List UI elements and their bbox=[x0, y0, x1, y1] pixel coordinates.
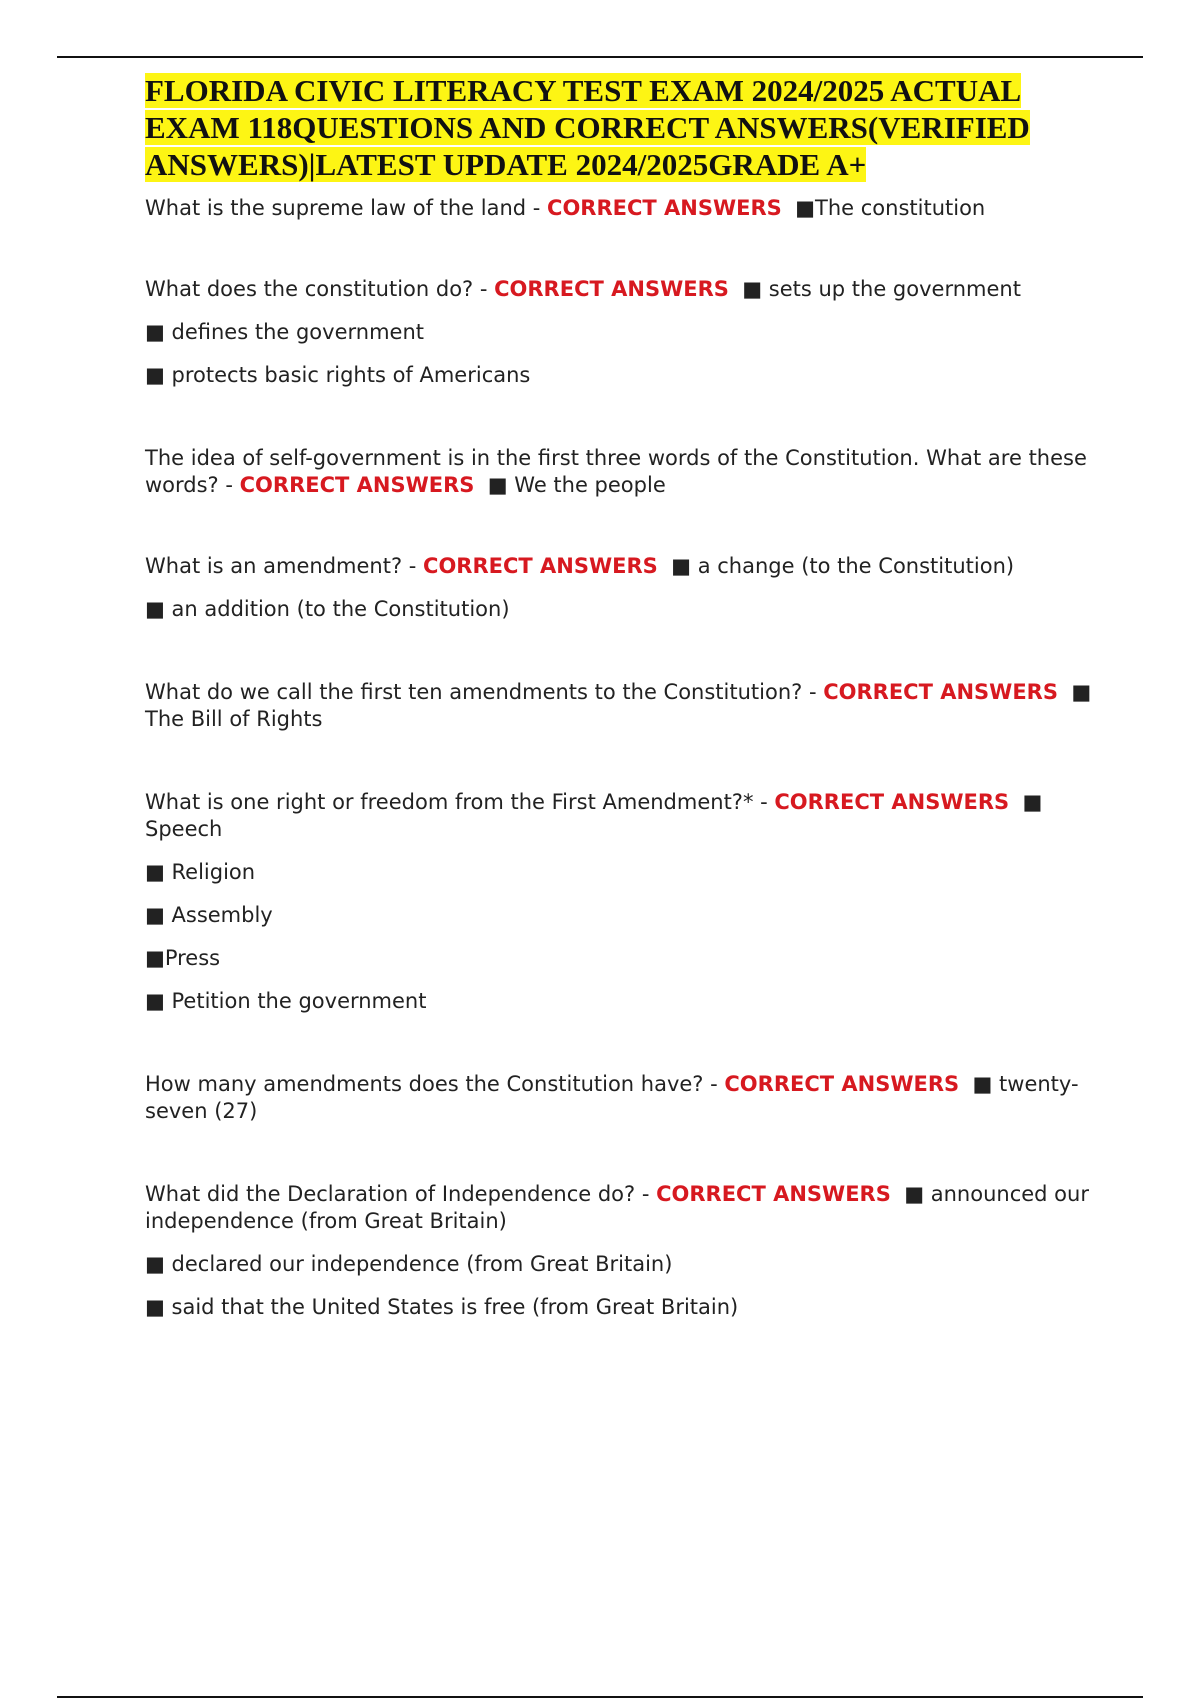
qa-line bbox=[145, 445, 1095, 499]
qa-item bbox=[145, 276, 1095, 389]
answer-text: ■ a change (to the Constitution) bbox=[671, 554, 1015, 578]
correct-answers-label: CORRECT ANSWERS bbox=[239, 473, 475, 497]
answer-bullet: ■ protects basic rights of Americans bbox=[145, 363, 531, 387]
qa-line bbox=[145, 1181, 1095, 1235]
qa-line bbox=[145, 195, 1095, 222]
answer-text: ■ Speech bbox=[145, 790, 1043, 841]
answer-bullet: ■ an addition (to the Constitution) bbox=[145, 597, 510, 621]
correct-answers-label: CORRECT ANSWERS bbox=[656, 1182, 891, 1206]
question-text: What does the constitution do? - bbox=[145, 277, 495, 301]
title-highlight: FLORIDA CIVIC LITERACY TEST EXAM 2024/2025 ACTUAL EXAM 118QUESTIONS AND CORRECT ANSWERS(VERIFIED ANSWERS)|LATEST UPDATE 2024/2025GRADE A+ bbox=[145, 73, 1030, 182]
qa-item bbox=[145, 679, 1095, 733]
qa-item bbox=[145, 789, 1095, 1015]
answer-text: ■ twenty-seven (27) bbox=[145, 1072, 1079, 1123]
answer-bullet: ■Press bbox=[145, 946, 221, 970]
qa-line bbox=[145, 553, 1095, 580]
qa-line bbox=[145, 789, 1095, 843]
answer-text: ■ We the people bbox=[487, 473, 666, 497]
answer-text: ■The constitution bbox=[795, 196, 986, 220]
correct-answers-label: CORRECT ANSWERS bbox=[823, 680, 1058, 704]
qa-item bbox=[145, 1071, 1095, 1125]
document-body bbox=[145, 72, 1095, 1321]
qa-item bbox=[145, 553, 1095, 623]
question-text: What is the supreme law of the land - bbox=[145, 196, 548, 220]
correct-answers-label: CORRECT ANSWERS bbox=[724, 1072, 960, 1096]
qa-item bbox=[145, 1181, 1095, 1321]
question-text: How many amendments does the Constitution have? - bbox=[145, 1072, 725, 1096]
question-text: What is an amendment? - bbox=[145, 554, 424, 578]
qa-item bbox=[145, 445, 1095, 499]
qa-line bbox=[145, 679, 1095, 733]
answer-text: ■ sets up the government bbox=[742, 277, 1021, 301]
question-text: What did the Declaration of Independence do? - bbox=[145, 1182, 657, 1206]
answer-text: ■ announced our independence (from Great Britain) bbox=[145, 1182, 1089, 1233]
correct-answers-label: CORRECT ANSWERS bbox=[547, 196, 782, 220]
document-title bbox=[145, 72, 1095, 183]
answer-text: ■ The Bill of Rights bbox=[145, 680, 1092, 731]
qa-item bbox=[145, 195, 1095, 222]
question-text: The idea of self-government is in the first three words of the Constitution. What are these words? - bbox=[145, 446, 1087, 497]
answer-bullet: ■ Assembly bbox=[145, 903, 273, 927]
correct-answers-label: CORRECT ANSWERS bbox=[774, 790, 1010, 814]
answer-bullet: ■ Petition the government bbox=[145, 989, 427, 1013]
answer-bullet: ■ Religion bbox=[145, 860, 256, 884]
question-text: What do we call the first ten amendments to the Constitution? - bbox=[145, 680, 824, 704]
answer-bullet: ■ said that the United States is free (from Great Britain) bbox=[145, 1295, 739, 1319]
question-text: What is one right or freedom from the First Amendment?* - bbox=[145, 790, 775, 814]
top-rule bbox=[57, 56, 1143, 58]
qa-line bbox=[145, 1071, 1095, 1125]
qa-line bbox=[145, 276, 1095, 303]
correct-answers-label: CORRECT ANSWERS bbox=[494, 277, 729, 301]
answer-bullet: ■ defines the government bbox=[145, 320, 424, 344]
correct-answers-label: CORRECT ANSWERS bbox=[423, 554, 658, 578]
answer-bullet: ■ declared our independence (from Great Britain) bbox=[145, 1252, 673, 1276]
bottom-rule bbox=[57, 1696, 1143, 1698]
